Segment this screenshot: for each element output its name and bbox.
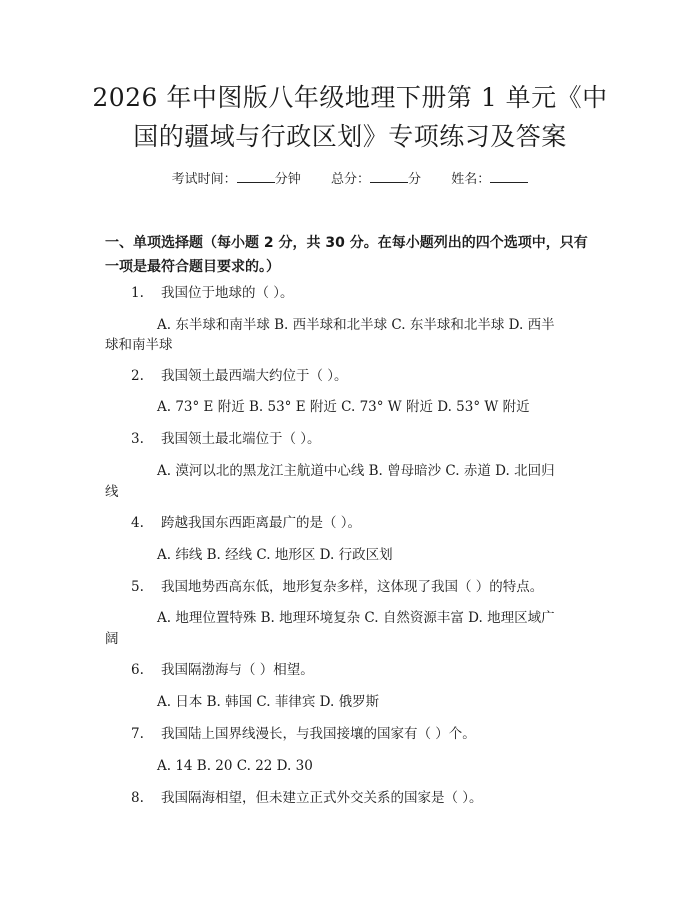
question-4 (131, 511, 361, 535)
question-stem: 跨越我国东西距离最广的是（ ）。 (161, 515, 362, 531)
time-unit: 分钟 (274, 172, 301, 187)
question-number: 3. (131, 431, 144, 447)
question-5 (131, 575, 543, 599)
question-2 (131, 364, 348, 388)
question-number: 6. (131, 662, 144, 678)
question-stem: 我国地势西高东低，地形复杂多样，这体现了我国（ ）的特点。 (161, 579, 544, 595)
score-label: 总分： (330, 172, 370, 187)
question-1-options-line-1: A. 东半球和南半球 B. 西半球和北半球 C. 东半球和北半球 D. 西半 (157, 317, 555, 333)
score-unit: 分 (408, 172, 422, 187)
question-6 (131, 658, 314, 682)
question-stem: 我国隔海相望，但未建立正式外交关系的国家是（ ）。 (161, 790, 483, 806)
question-6-options-line-1: A. 日本 B. 韩国 C. 菲律宾 D. 俄罗斯 (157, 694, 380, 710)
question-7-options-line-1: A. 14 B. 20 C. 22 D. 30 (157, 758, 313, 774)
question-number: 2. (131, 368, 144, 384)
section-heading: 一、单项选择题（每小题 2 分，共 30 分。在每小题列出的四个选项中，只有一项是最符合题目要求的。） (105, 235, 588, 275)
score-blank (370, 171, 408, 183)
question-number: 5. (131, 579, 144, 595)
question-stem: 我国隔渤海与（ ）相望。 (161, 662, 314, 678)
question-7 (131, 722, 476, 746)
question-3 (131, 427, 321, 451)
question-3-options-line-2: 线 (105, 484, 119, 500)
question-number: 4. (131, 515, 144, 531)
question-stem: 我国领土最北端位于（ ）。 (161, 431, 321, 447)
question-5-options-line-2: 阔 (105, 631, 119, 647)
question-1-options-line-2: 球和南半球 (105, 337, 173, 353)
exam-title-line-1: 2026 年中图版八年级地理下册第 1 单元《中 (92, 83, 608, 112)
question-stem: 我国陆上国界线漫长，与我国接壤的国家有（ ）个。 (161, 726, 476, 742)
name-blank (490, 171, 528, 183)
time-blank (237, 171, 275, 183)
question-2-options-line-1: A. 73° E 附近 B. 53° E 附近 C. 73° W 附近 D. 53° W 附近 (157, 399, 530, 415)
question-5-options-line-1: A. 地理位置特殊 B. 地理环境复杂 C. 自然资源丰富 D. 地理区域广 (157, 610, 555, 626)
time-label: 考试时间： (171, 172, 237, 187)
question-3-options-line-1: A. 漠河以北的黑龙江主航道中心线 B. 曾母暗沙 C. 赤道 D. 北回归 (157, 463, 555, 479)
question-4-options-line-1: A. 纬线 B. 经线 C. 地形区 D. 行政区划 (157, 547, 393, 563)
question-stem: 我国领土最西端大约位于（ ）。 (161, 368, 348, 384)
name-label: 姓名： (451, 172, 491, 187)
exam-meta-row (0, 168, 700, 187)
question-number: 1. (131, 285, 144, 301)
question-stem: 我国位于地球的（ ）。 (161, 285, 294, 301)
question-1 (131, 281, 294, 305)
question-number: 7. (131, 726, 144, 742)
exam-title-line-2: 国的疆域与行政区划》专项练习及答案 (133, 122, 567, 151)
question-8 (131, 786, 483, 810)
question-number: 8. (131, 790, 144, 806)
